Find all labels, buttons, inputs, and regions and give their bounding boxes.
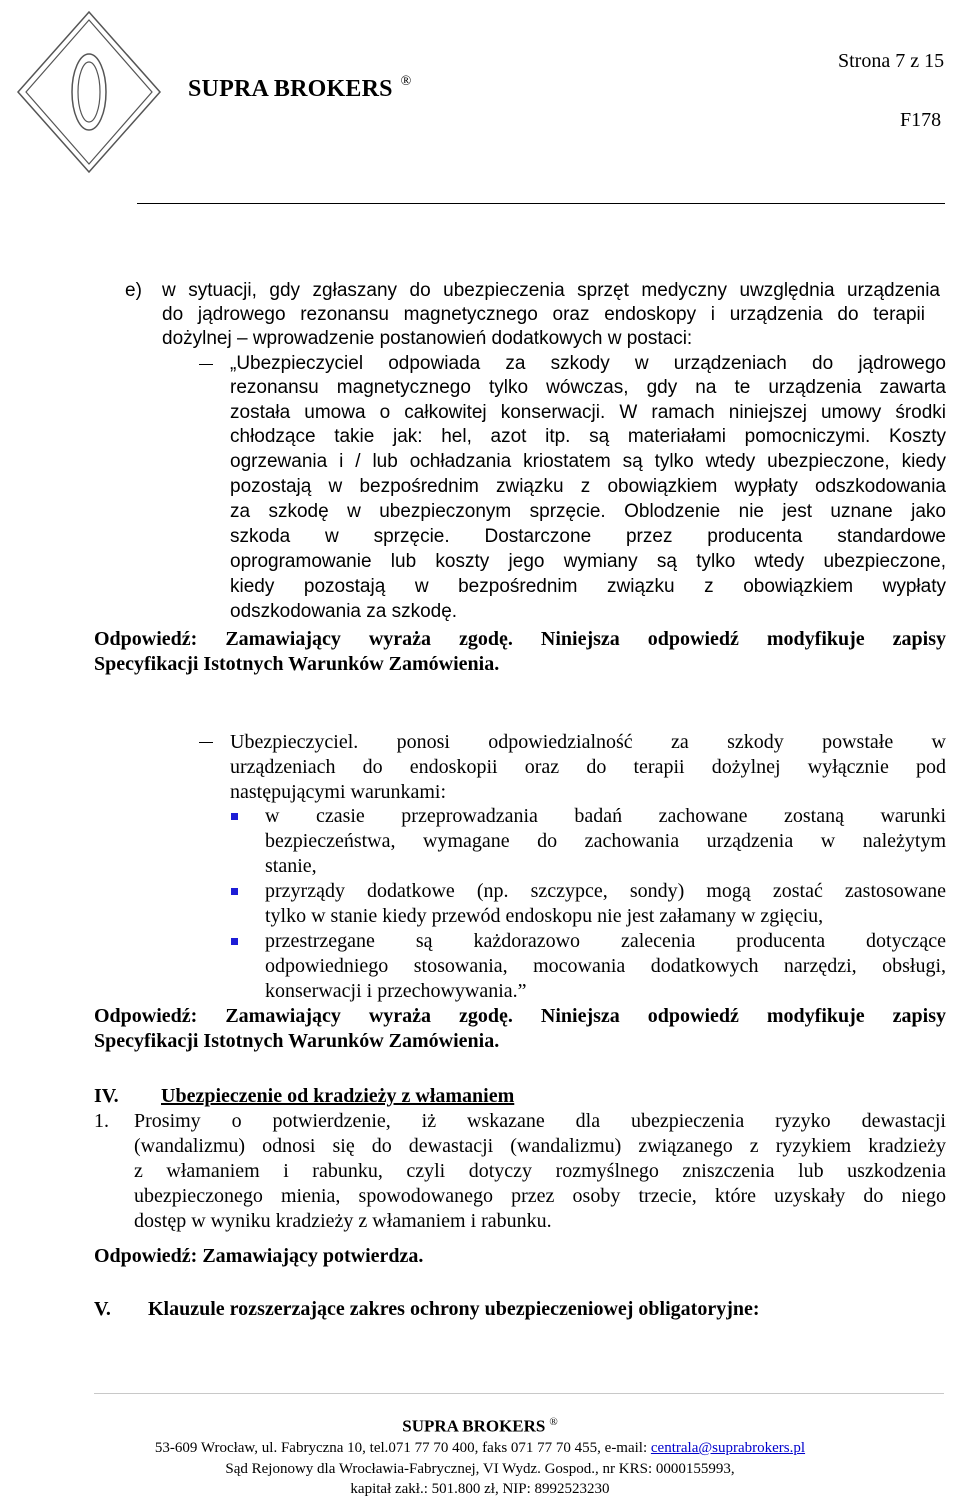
footer-address: 53-609 Wrocław, ul. Fabryczna 10, tel.071 77 70 400, faks 071 77 70 455, e-mail: centrala@suprabrokers.pl xyxy=(154,1440,806,1456)
answer2-line-1: Odpowiedź: Zamawiający wyraża zgodę. Niniejsza odpowiedź modyfikuje zapisy xyxy=(94,1005,946,1027)
item-marker-e: e) xyxy=(125,280,142,301)
answer1-line-1: Odpowiedź: Zamawiający wyraża zgodę. Niniejsza odpowiedź modyfikuje zapisy xyxy=(94,628,946,650)
clause1-line-11: odszkodowania za szkodę. xyxy=(230,601,458,622)
clause1-line-1: „Ubezpieczyciel odpowiada za szkody w urządzeniach do jądrowego xyxy=(230,353,946,374)
company-logo xyxy=(14,8,164,176)
section4-item-line-2: (wandalizmu) odnosi się do dewastacji (wandalizmu) związanego z ryzykiem kradzieży xyxy=(134,1135,946,1157)
bullet1-line-1: w czasie przeprowadzania badań zachowane zostaną warunki xyxy=(265,805,946,827)
section4-item-line-3: z włamaniem i rabunku, czyli dotyczy rozmyślnego zniszczenia lub uszkodzenia xyxy=(134,1160,946,1182)
section4-answer: Odpowiedź: Zamawiający potwierdza. xyxy=(94,1245,424,1267)
footer-rule xyxy=(94,1393,944,1394)
document-code: F178 xyxy=(900,109,942,131)
section4-numeral: IV. xyxy=(94,1085,119,1107)
clause2-line-3: następującymi warunkami: xyxy=(230,781,447,803)
dash-bullet xyxy=(199,742,213,743)
item-e-line-2: do jądrowego rezonansu magnetycznego oraz endoskopy i urządzenia do terapii xyxy=(162,304,925,325)
section5-title: Klauzule rozszerzające zakres ochrony ubezpieczeniowej obligatoryjne: xyxy=(148,1298,760,1320)
footer-capital: kapitał zakł.: 501.800 zł, NIP: 8992523230 xyxy=(350,1481,610,1497)
bullet1-line-2: bezpieczeństwa, wymagane do zachowania urządzenia w należytym xyxy=(265,830,946,852)
registered-mark: ® xyxy=(400,74,412,89)
clause1-line-2: rezonansu magnetycznego tylko wówczas, gdy na te urządzenia zawarta xyxy=(230,377,946,398)
square-bullet-icon xyxy=(231,888,238,895)
item-e-line-1: w sytuacji, gdy zgłaszany do ubezpieczenia sprzęt medyczny uwzględnia urządzenia xyxy=(162,280,940,301)
header-rule xyxy=(137,203,945,204)
bullet3-line-1: przestrzegane są każdorazowo zalecenia producenta dotyczące xyxy=(265,930,946,952)
email-link[interactable]: centrala@suprabrokers.pl xyxy=(650,1440,806,1456)
section4-item-number: 1. xyxy=(94,1110,109,1132)
bullet3-line-3: konserwacji i przechowywania.” xyxy=(265,980,527,1002)
clause2-line-2: urządzeniach do endoskopii oraz do terapii dożylnej wyłącznie pod xyxy=(230,756,946,778)
clause1-line-8: szkoda w sprzęcie. Dostarczone przez producenta standardowe xyxy=(230,526,946,547)
footer-court: Sąd Rejonowy dla Wrocławia-Fabrycznej, VI Wydz. Gospod., nr KRS: 0000155993, xyxy=(225,1461,735,1477)
bullet1-line-3: stanie, xyxy=(265,855,317,877)
section4-item-line-4: ubezpieczonego mienia, spowodowanego przez osoby trzecie, które uzyskały do niego xyxy=(134,1185,946,1207)
section5-numeral: V. xyxy=(94,1298,111,1320)
clause1-line-4: chłodzące takie jak: hel, azot itp. są materiałami pomocniczymi. Koszty xyxy=(230,426,946,447)
clause1-line-6: pozostają w bezpośrednim związku z obowiązkiem wypłaty odszkodowania xyxy=(230,476,946,497)
page-number: Strona 7 z 15 xyxy=(838,50,945,72)
clause2-line-1: Ubezpieczyciel. ponosi odpowiedzialność za szkody powstałe w xyxy=(230,731,946,753)
footer-brand: SUPRA BROKERS ® xyxy=(402,1416,558,1436)
bullet2-line-2: tylko w stanie kiedy przewód endoskopu nie jest załamany w zgięciu, xyxy=(265,905,824,927)
square-bullet-icon xyxy=(231,813,238,820)
answer2-line-2: Specyfikacji Istotnych Warunków Zamówienia. xyxy=(94,1030,500,1052)
clause1-line-5: ogrzewania i / lub ochładzania kriostatem są tylko wtedy ubezpieczone, kiedy xyxy=(230,451,946,472)
bullet3-line-2: odpowiedniego stosowania, mocowania dodatkowych narzędzi, obsługi, xyxy=(265,955,946,977)
item-e-line-3: dożylnej – wprowadzenie postanowień dodatkowych w postaci: xyxy=(162,328,693,349)
clause1-line-9: oprogramowanie lub koszty jego wymiany są tylko wtedy ubezpieczone, xyxy=(230,551,946,572)
clause1-line-3: została umowa o całkowitej konserwacji. W ramach niniejszej umowy środki xyxy=(230,402,946,423)
brand-name: SUPRA BROKERS ® xyxy=(188,74,412,102)
square-bullet-icon xyxy=(231,938,238,945)
dash-bullet xyxy=(199,364,213,365)
bullet2-line-1: przyrządy dodatkowe (np. szczypce, sondy) mogą zostać zastosowane xyxy=(265,880,946,902)
section4-item-line-5: dostęp w wyniku kradzieży z włamaniem i rabunku. xyxy=(134,1210,552,1232)
section4-title: Ubezpieczenie od kradzieży z włamaniem xyxy=(161,1085,515,1107)
registered-mark: ® xyxy=(549,1416,558,1428)
section4-item-line-1: Prosimy o potwierdzenie, iż wskazane dla ubezpieczenia ryzyko dewastacji xyxy=(134,1110,946,1132)
clause1-line-10: kiedy pozostają w bezpośrednim związku z obowiązkiem wypłaty xyxy=(230,576,946,597)
clause1-line-7: za szkodę w ubezpieczonym sprzęcie. Oblodzenie nie jest uznane jako xyxy=(230,501,946,522)
answer1-line-2: Specyfikacji Istotnych Warunków Zamówienia. xyxy=(94,653,500,675)
